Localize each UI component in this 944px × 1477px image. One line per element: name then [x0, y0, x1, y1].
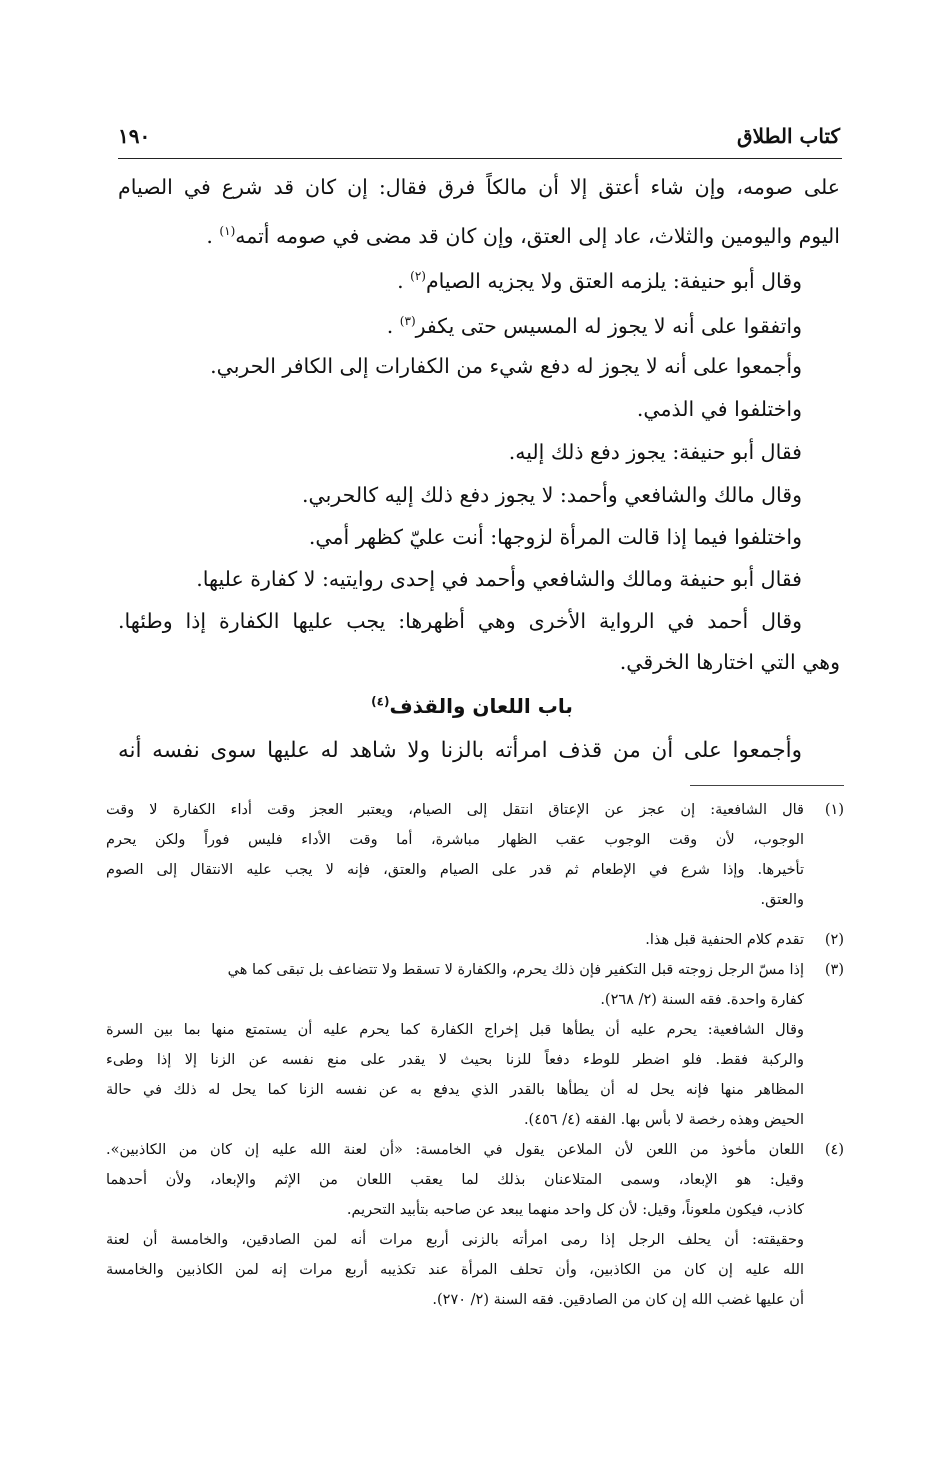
footnote-line: إذا مسّ الرجل زوجته قبل التكفير فإن ذلك يحرم، والكفارة لا تسقط ولا تتضاعف بل تبقى كما هي — [227, 962, 804, 978]
text-line: واتفقوا على أنه لا يجوز له المسيس حتى يكفر$^{(٣)}$ . — [386, 313, 802, 338]
text-line: وقال أحمد في الرواية الأخرى وهي أظهرها: يجب عليها الكفارة إذا وطئها. — [118, 609, 802, 633]
footnote-line: الوجوب، لأن وقت الوجوب عقب الظهار مباشرة، أما وقت الأداء فليس فوراً ولكن يحرم — [106, 832, 804, 848]
footnote-line: الله عليه إن كان من الكاذبين، وأن تحلف المرأة عند تكذيبه أربع مرات إنه لمن الكاذبين والخامسة — [106, 1262, 804, 1278]
footnote-mark: (٤) — [371, 694, 390, 709]
text-line: وقال أبو حنيفة: يلزمه العتق ولا يجزيه الصيام$^{(٢)}$ . — [397, 268, 802, 293]
text-line: وقال مالك والشافعي وأحمد: لا يجوز دفع ذلك إليه كالحربي. — [301, 483, 802, 507]
footnote-line: تأخيرها. وإذا شرع في الإطعام ثم قدر على الصيام والعتق، فإنه لا يجب عليه الانتقال إلى الصوم — [106, 862, 804, 878]
text-line: فقال أبو حنيفة ومالك والشافعي وأحمد في إحدى روايتيه: لا كفارة عليها. — [196, 567, 802, 591]
text-line: وهي التي اختارها الخرقي. — [619, 650, 840, 674]
footnote-number: (٤) — [824, 1142, 844, 1158]
footnote-line: وقال الشافعية: يحرم عليه أن يطأها قبل إخراج الكفارة كما يحرم عليه أن يستمتع منها بما بين السرة — [106, 1022, 804, 1038]
text-line: وأجمعوا على أن من قذف امرأته بالزنا ولا شاهد له عليها سوى نفسه أنه — [118, 738, 802, 763]
footnote-line: تقدم كلام الحنفية قبل هذا. — [645, 932, 804, 948]
footnote-number: (٣) — [824, 962, 844, 978]
footnote-rule — [690, 785, 844, 786]
footnote-number: (١) — [824, 802, 844, 818]
footnote-line: قال الشافعية: إن عجز عن الإعتاق انتقل إلى الصيام، ويعتبر العجز وقت أداء الكفارة لا وقت — [106, 802, 804, 818]
footnote-line: الحيض وهذه رخصة لا بأس بها. الفقه (٤/ ٤٥٦). — [523, 1112, 804, 1128]
footnote-line: اللعان مأخوذ من اللعن لأن الملاعن يقول في الخامسة: «أن لعنة الله عليه إن كان من الكاذبين». — [106, 1142, 804, 1158]
footnote-mark: (٢) — [410, 269, 426, 283]
footnote-line: كاذب، فيكون ملعوناً، وقيل: لأن كل واحد منهما يبعد عن صاحبه بتأبيد التحريم. — [346, 1202, 804, 1218]
footnote-line: والعتق. — [760, 892, 804, 908]
text-line: واختلفوا في الذمي. — [636, 397, 802, 421]
footnote-mark: (١) — [219, 224, 236, 238]
footnote-line: المظاهر منها فإنه يحل له أن يطأها بالقدر الذي يدفع به عن نفسه الزنا كما يحل له ذلك في حالة — [106, 1082, 804, 1098]
footnote-mark: (٣) — [399, 314, 416, 328]
text-line: على صومه، وإن شاء أعتق إلا أن مالكاً فرق فقال: إن كان قد شرع في الصيام — [118, 175, 840, 199]
footnote-line: أن عليها غضب الله إن كان من الصادقين. فقه السنة (٢/ ٢٧٠). — [432, 1292, 804, 1308]
footnote-number: (٢) — [824, 932, 844, 948]
footnote-line: وحقيقته: أن يحلف الرجل إذا رمى امرأته بالزنى أربع مرات أنه لمن الصادقين، والخامسة أن لعنة — [106, 1232, 804, 1248]
section-heading: باب اللعان والقذف$^{(٤)}$ — [371, 694, 573, 718]
book-title: كتاب الطلاق — [737, 124, 840, 148]
text-line: وأجمعوا على أنه لا يجوز له دفع شيء من الكفارات إلى الكافر الحربي. — [210, 354, 802, 378]
text-line: فقال أبو حنيفة: يجوز دفع ذلك إليه. — [508, 440, 802, 464]
footnote-line: كفارة واحدة. فقه السنة (٢/ ٢٦٨). — [600, 992, 804, 1008]
text-line: واختلفوا فيما إذا قالت المرأة لزوجها: أنت عليّ كظهر أمي. — [308, 525, 802, 549]
text-line: اليوم واليومين والثلاث، عاد إلى العتق، وإن كان قد مضى في صومه أتمه$^{(١)}$ . — [206, 223, 840, 248]
header-rule — [118, 158, 842, 159]
footnote-line: وقيل: هو الإبعاد، وسمى المتلاعنان بذلك لما يعقب اللعان من الإثم والإبعاد، ولأن أحدهما — [106, 1172, 804, 1188]
footnote-line: والركبة فقط. فلو اضطر للوطء دفعاً للزنا بحيث لا يقدر على منع نفسه عن الزنا إلا إذا وطىء — [106, 1052, 804, 1068]
page-number: ١٩٠ — [118, 124, 151, 148]
